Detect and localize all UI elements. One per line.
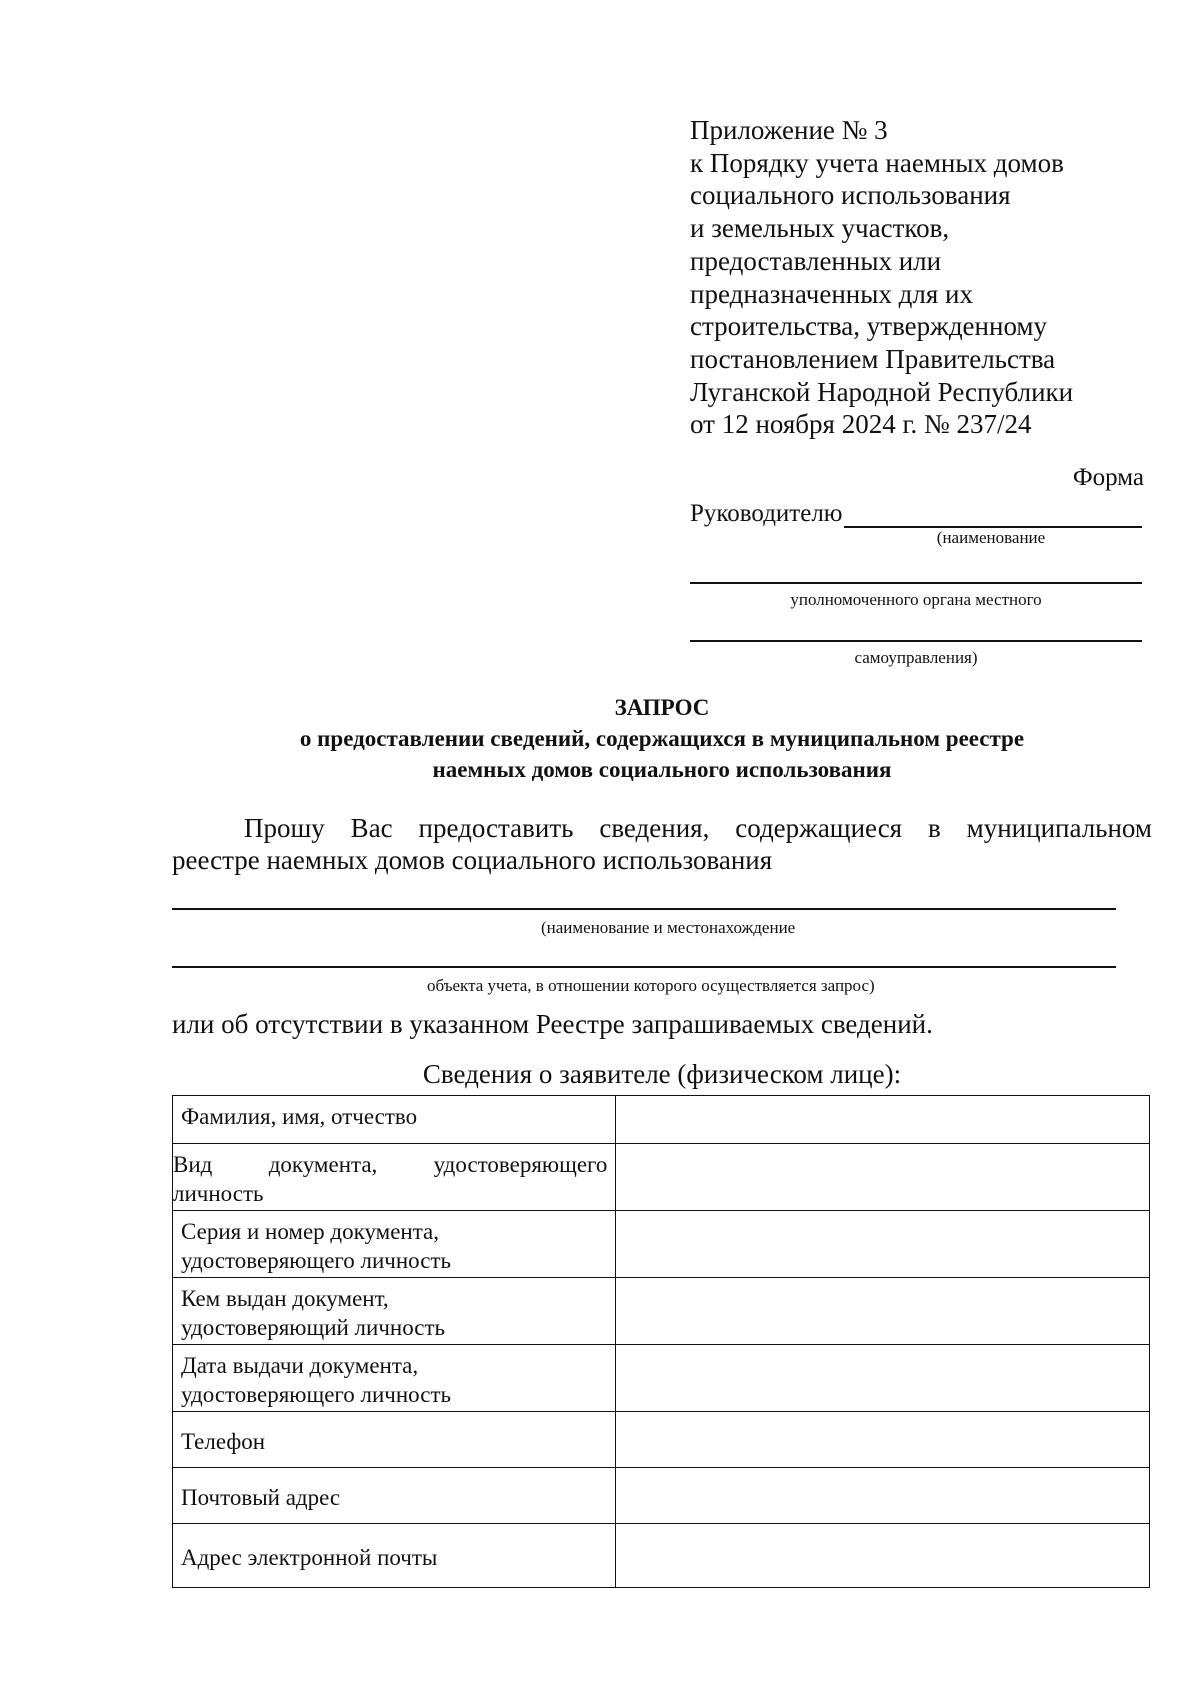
row-label-text: Кем выдан документ, (181, 1286, 389, 1311)
row-value-cell[interactable] (616, 1144, 1150, 1211)
table-row (173, 1468, 1150, 1524)
row-label-text: Почтовый адрес (181, 1485, 341, 1510)
row-label (173, 1524, 616, 1588)
table-row (173, 1524, 1150, 1588)
table-row (173, 1096, 1150, 1144)
form-label: Форма (1072, 464, 1144, 491)
appendix-line: предназначенных для их (690, 278, 973, 309)
row-label (173, 1144, 616, 1211)
row-value-cell[interactable] (616, 1096, 1150, 1144)
row-label-text: Адрес электронной почты (181, 1545, 438, 1570)
table-row (173, 1278, 1150, 1345)
table-row (173, 1412, 1150, 1468)
table-row (173, 1211, 1150, 1278)
applicant-table (172, 1095, 1150, 1588)
row-value-cell[interactable] (616, 1211, 1150, 1278)
row-value-cell[interactable] (616, 1412, 1150, 1468)
appendix-line: Луганской Народной Республики (690, 376, 1074, 407)
row-label-text: Серия и номер документа, (181, 1219, 440, 1244)
row-label-text: Фамилия, имя, отчество (181, 1104, 418, 1129)
row-label-text-2: удостоверяющий личность (181, 1315, 446, 1340)
table-row (173, 1345, 1150, 1412)
recipient-row (690, 496, 1142, 528)
appendix-line: постановлением Правительства (690, 343, 1056, 374)
title-line-2: о предоставлении сведений, содержащихся в муниципальном реестре (299, 726, 1025, 751)
row-value-cell[interactable] (616, 1468, 1150, 1524)
recipient-block (690, 496, 1142, 668)
row-label (173, 1345, 616, 1412)
recipient-hint-1: (наименование (936, 528, 1046, 547)
recipient-name-field-3[interactable] (690, 610, 1142, 642)
object-name-field[interactable] (172, 908, 1116, 910)
recipient-hint-2: уполномоченного органа местного (790, 590, 1042, 609)
appendix-line: и земельных участков, (690, 213, 950, 244)
request-paragraph (172, 812, 1152, 876)
table-row (173, 1144, 1150, 1211)
row-label (173, 1468, 616, 1524)
row-value-cell[interactable] (616, 1524, 1150, 1588)
object-hint-1: (наименование и местонахождение (541, 918, 796, 937)
row-label-text-2: удостоверяющего личность (181, 1382, 451, 1407)
request-line-2: реестре наемных домов социального использования (172, 845, 773, 875)
row-label (173, 1278, 616, 1345)
title-main: ЗАПРОС (614, 695, 710, 720)
row-value-cell[interactable] (616, 1278, 1150, 1345)
recipient-prefix: Руководителю (690, 500, 843, 527)
row-label (173, 1096, 616, 1144)
recipient-hint-3: самоуправления) (854, 648, 978, 667)
title-line-3: наемных домов социального использования (432, 757, 892, 782)
appendix-header (690, 114, 1170, 441)
appendix-line: от 12 ноября 2024 г. № 237/24 (690, 409, 1032, 440)
applicant-section-title: Сведения о заявителе (физическом лице): (422, 1059, 902, 1089)
object-hint-2: объекта учета, в отношении которого осуществляется запрос) (427, 976, 875, 995)
row-value-cell[interactable] (616, 1345, 1150, 1412)
row-label (173, 1412, 616, 1468)
appendix-line: к Порядку учета наемных домов (690, 147, 1064, 178)
appendix-line: строительства, утвержденному (690, 311, 1048, 342)
row-label-text: Телефон (181, 1429, 266, 1454)
appendix-line: социального использования (690, 180, 1011, 211)
row-label-text: Вид документа, удостоверяющего (173, 1152, 608, 1177)
appendix-line: предоставленных или (690, 245, 942, 276)
row-label-text-2: личность (173, 1181, 264, 1206)
recipient-name-field-2[interactable] (690, 548, 1142, 584)
row-label-text: Дата выдачи документа, (181, 1353, 419, 1378)
request-line-1: Прошу Вас предоставить сведения, содержащиеся в муниципальном (244, 813, 1152, 843)
recipient-name-field[interactable] (844, 500, 1142, 528)
object-location-field[interactable] (172, 966, 1116, 968)
row-label-text-2: удостоверяющего личность (181, 1248, 451, 1273)
appendix-line: Приложение № 3 (690, 115, 888, 145)
absence-text: или об отсутствии в указанном Реестре запрашиваемых сведений. (172, 1009, 933, 1039)
document-title (172, 692, 1152, 785)
row-label (173, 1211, 616, 1278)
